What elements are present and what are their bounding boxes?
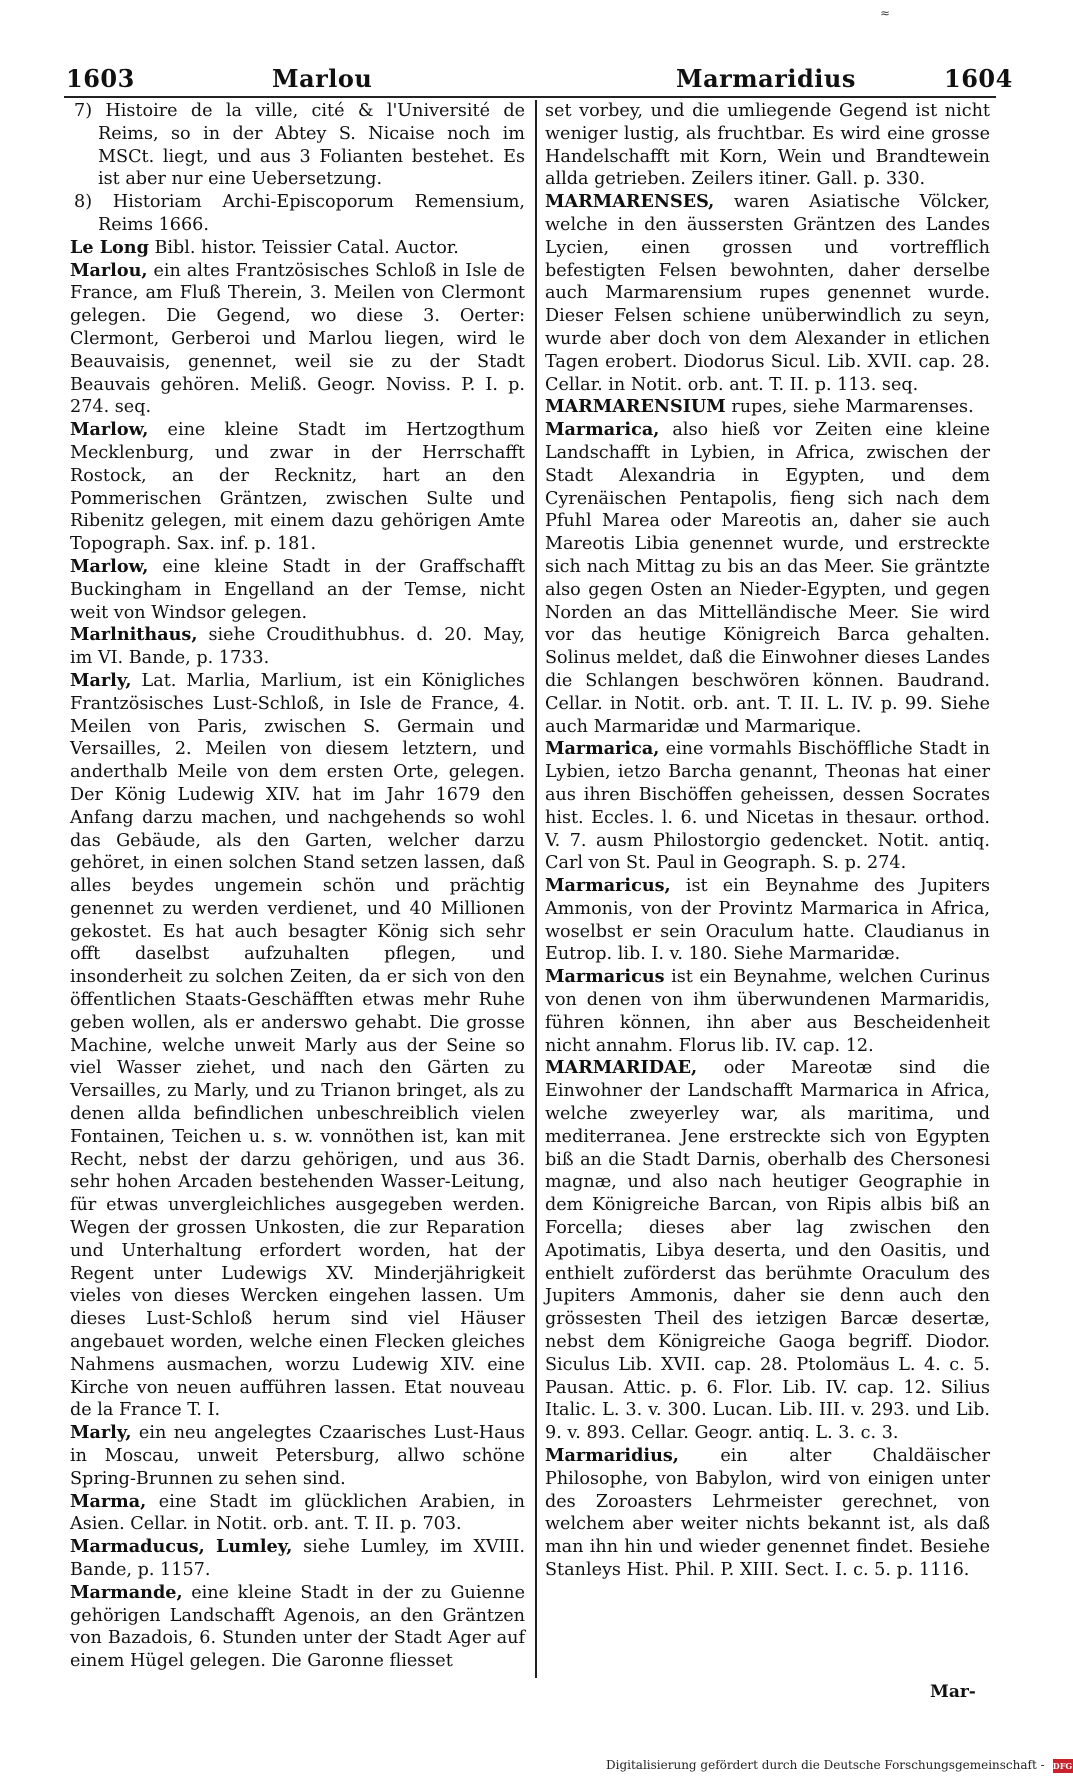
entry-headword: Marlow, [70, 419, 149, 441]
dictionary-entry [70, 419, 525, 556]
entry-text: ein alter Chaldäischer Philosophe, von Babylon, wird von einigen unter des Zoroasters Lehrmeister gerechnet, von welchem aber weiter nichts bekannt ist, als daß man ihn hin und wieder genennet findet. Besiehe Stanleys Hist. Phil. P. XIII. Sect. I. c. 5. p. 1116. [545, 1446, 991, 1580]
entry-text: Histoire de la ville, cité & l'Université de Reims, so in der Abtey S. Nicaise noch im MSCt. liegt, und aus 3 Folianten bestehet. Es ist aber nur eine Uebersetzung. [98, 101, 526, 190]
list-number: 7) [74, 101, 93, 121]
entry-text: eine vormahls Bischöffliche Stadt in Lybien, ietzo Barcha genannt, Theonas hat einer aus ihren Bischöffen geheissen, dessen Socrates hist. Eccles. l. 6. und Nicetas in thesaur. orthod. V. 7. ausm Philostorgio gedencket. Notit. antiq. Carl von St. Paul in Geograph. S. p. 274. [545, 739, 990, 874]
dictionary-entry [545, 1057, 990, 1445]
entry-headword: Marly, [70, 669, 132, 691]
entry-headword: Marmaducus, Lumley, [70, 1536, 293, 1558]
entry-headword: MARMARENSIUM [545, 396, 726, 418]
dictionary-entry [545, 100, 990, 191]
entry-text: rupes, siehe Marmarenses. [731, 397, 974, 418]
dfg-logo-icon: DFG [1052, 1760, 1073, 1771]
entry-headword: Marmaricus, [545, 875, 671, 897]
entry-headword: MARMARENSES, [545, 191, 715, 213]
entry-text: siehe Croudithubhus. d. 20. May, im VI. Bande, p. 1733. [70, 625, 525, 669]
dictionary-entry [545, 1445, 990, 1582]
entry-text: eine kleine Stadt im Hertzogthum Mecklenburg, und zwar in der Herrschafft Rostock, an der Recknitz, hart an den Pommerischen Gräntzen, zwischen Sulte und Ribenitz gelegen, mit einem dazu gehörigen Amte Topograph. Sax. inf. p. 181. [70, 420, 525, 555]
entry-headword: Marmaridius, [545, 1445, 679, 1467]
entry-headword: Marmarica, [545, 738, 660, 760]
entry-text: Lat. Marlia, Marlium, ist ein Königliches Frantzösisches Lust-Schloß, in Isle de France, 4. Meilen von Paris, zwischen S. Germain und Versailles, 2. Meilen von diesem letztern, und anderthalb Meile von dem ersten Orte, gelegen. Der König Ludewig XIV. hat im Jahr 1679 den Anfang darzu machen, und nachgehends so wohl das Gebäude, als den Garten, welcher darzu gehöret, in einen solchen Stand setzen lassen, daß alles beydes ungemein schön und prächtig genennet zu werden verdienet, und 40 Millionen gekostet. Es hat auch besagter König sich sehr offt daselbst aufzuhalten pflegen, und insonderheit zu solchen Zeiten, da er sich von den öffentlichen Staats-Geschäfften etwas mehr Ruhe geben wollen, als er anderswo gehabt. Die grosse Machine, welche unweit Marly aus der Seine so viel Wasser ziehet, und nach den Gärten zu Versailles, zu Marly, und zu Trianon bringet, als zu denen allda befindlichen unbeschreiblich vielen Fontainen, Teichen u. s. w. vonnöthen ist, kan mit Recht, nebst der darzu gehörigen, und aus 36. sehr hohen Arcaden bestehenden Wasser-Leitung, für etwas unvergleichliches ausgegeben werden. Wegen der grossen Unkosten, die zur Reparation und Unterhaltung erfordert worden, hat der Regent unter Ludewigs XV. Minderjährigkeit vieles von dieses Wercken eingehen lassen. Um dieses Lust-Schloß herum sind viel Häuser angebauet worden, welche einen Flecken gleiches Nahmens ausmachen, worzu Ludewig XIV. eine Kirche von neuen aufführen lassen. Etat nouveau de la France T. I. [70, 670, 525, 1421]
right-column [545, 100, 990, 1680]
entry-text: eine Stadt im glücklichen Arabien, in Asien. Cellar. in Notit. orb. ant. T. II. p. 703. [70, 1491, 525, 1535]
entry-text: set vorbey, und die umliegende Gegend ist nicht weniger lustig, als fruchtbar. Es wird eine grosse Handelschafft mit Korn, Wein und Brandtewein allda getrieben. Zeilers itiner. Gall. p. 330. [545, 101, 990, 190]
left-column [70, 100, 525, 1680]
dictionary-entry [545, 875, 990, 966]
page-number-left: 1603 [66, 64, 135, 93]
footer-credit [606, 1758, 1073, 1773]
entry-text: ein altes Frantzösisches Schloß in Isle de France, am Fluß Therein, 3. Meilen von Clermont gelegen. Die Gegend, wo diese 3. Oerter: Clermont, Gerberoi und Marlou liegen, wird le Beauvaisis, genennet, weil sie zu der Stadt Beauvais gehören. Meliß. Geogr. Noviss. P. I. p. 274. seq. [70, 260, 525, 418]
running-head-left: Marlou [272, 64, 373, 93]
dictionary-entry [70, 1491, 525, 1537]
list-item [70, 100, 525, 191]
dictionary-entry [70, 1536, 525, 1582]
entry-headword: MARMARIDAE, [545, 1057, 698, 1079]
entry-text: ein neu angelegtes Czaarisches Lust-Haus in Moscau, unweit Petersburg, allwo schöne Spring-Brunnen zu sehen sind. [70, 1423, 525, 1489]
entry-headword: Marmarica, [545, 419, 660, 441]
entry-text: also hieß vor Zeiten eine kleine Landschafft in Lybien, in Africa, zwischen der Stadt Alexandria in Egypten, und dem Cyrenäischen Pentapolis, fieng sich nach dem Pfuhl Marea oder Mareotis an, daher sie auch Mareotis Libia genennet wurde, und erstreckte sich nach Mittag zu bis an das Meer. Sie gräntzte also gegen Osten an Nieder-Egypten, und gegen Norden an das Mittelländische Meer. Sie wird vor das heutige Königreich Barca gehalten. Solinus meldet, daß die Einwohner dieses Landes die Schlangen beschwören können. Baudrand. Cellar. in Notit. orb. ant. T. II. L. IV. p. 99. Siehe auch Marmaridæ und Marmarique. [545, 420, 990, 737]
entry-text: waren Asiatische Völcker, welche in den äussersten Gräntzen des Landes Lycien, einen grossen und vortrefflich befestigten Felsen bewohnten, daher derselbe auch Marmarensium rupes genennet wurde. Dieser Felsen schiene unüberwindlich zu seyn, wurde aber doch von dem Alexander in etlichen Tagen erobert. Diodorus Sicul. Lib. XVII. cap. 28. Cellar. in Notit. orb. ant. T. II. p. 113. seq. [545, 192, 990, 395]
entry-headword: Marmande, [70, 1581, 183, 1603]
dictionary-entry [545, 419, 990, 738]
entry-text: siehe Lumley, im XVIII. Bande, p. 1157. [70, 1537, 526, 1580]
footer-text: Digitalisierung gefördert durch die Deutsche Forschungsgemeinschaft - [606, 1758, 1045, 1772]
entry-headword: Marlnithaus, [70, 624, 198, 646]
entry-text: ist ein Beynahme, welchen Curinus von denen von ihm überwundenen Marmaridis, führen können, ihn aber aus Bescheidenheit nicht annahm. Florus lib. IV. cap. 12. [545, 967, 990, 1056]
top-mark: ≈ [880, 6, 891, 20]
entry-headword: Le Long [70, 236, 149, 258]
dictionary-entry [70, 1582, 525, 1673]
list-item [70, 191, 525, 237]
dictionary-entry [70, 556, 525, 624]
dictionary-entry [70, 237, 525, 260]
dictionary-entry [70, 1422, 525, 1490]
column-divider [535, 100, 537, 1678]
dictionary-entry [545, 396, 990, 419]
entry-headword: Marma, [70, 1490, 147, 1512]
entry-headword: Marmaricus [545, 966, 665, 988]
dictionary-entry [545, 191, 990, 396]
entry-headword: Marlou, [70, 259, 148, 281]
entry-headword: Marlow, [70, 555, 149, 577]
dictionary-entry [70, 670, 525, 1422]
entry-text: oder Mareotæ sind die Einwohner der Landschafft Marmarica in Africa, welche zweyerley war, als maritima, und mediterranea. Jene erstreckte sich von Egypten biß an die Stadt Darnis, oberhalb des Chersonesi magnæ, und also nach heutiger Geographie in dem Königreiche Barcan, von Ripis albis biß an Forcella; dieses aber lag zwischen den Apotimatis, Libya deserta, und den Oasitis, und enthielt zuförderst das berühmte Oraculum des Jupiters Ammonis, daher sie denn auch den grössesten Theil des ietzigen Barcæ desertæ, nebst dem Königreiche Gaoga begriff. Diodor. Siculus Lib. XVII. cap. 28. Ptolomäus L. 4. c. 5. Pausan. Attic. p. 6. Flor. Lib. IV. cap. 12. Silius Italic. L. 3. v. 300. Lucan. Lib. III. v. 293. und Lib. 9. v. 893. Cellar. Geogr. antiq. L. 3. c. 3. [545, 1058, 991, 1444]
page-number-right: 1604 [944, 64, 1013, 93]
catchword-bottom: Mar- [930, 1682, 976, 1702]
dictionary-entry [70, 260, 525, 420]
list-number: 8) [74, 192, 93, 213]
entry-text: Historiam Archi-Episcoporum Remensium, Reims 1666. [98, 192, 526, 235]
dictionary-entry [545, 966, 990, 1057]
dictionary-entry [70, 624, 525, 670]
entry-text: ist ein Beynahme des Jupiters Ammonis, von der Provintz Marmarica in Africa, woselbst er sein Oraculum hatte. Claudianus in Eutrop. lib. I. v. 180. Siehe Marmaridæ. [545, 876, 990, 965]
dictionary-entry [545, 738, 990, 875]
entry-headword: Marly, [70, 1422, 132, 1444]
entry-text: eine kleine Stadt in der zu Guienne gehörigen Landschafft Agenois, an den Gräntzen von Bazadois, 6. Stunden unter der Stadt Ager auf einem Hügel gelegen. Die Garonne fliesset [70, 1582, 525, 1672]
header-rule [64, 96, 996, 98]
entry-text: eine kleine Stadt in der Graffschafft Buckingham in Engelland an der Temse, nicht weit von Windsor gelegen. [70, 556, 526, 623]
running-head-right: Marmaridius [676, 64, 856, 93]
entry-text: Bibl. histor. Teissier Catal. Auctor. [154, 237, 459, 258]
